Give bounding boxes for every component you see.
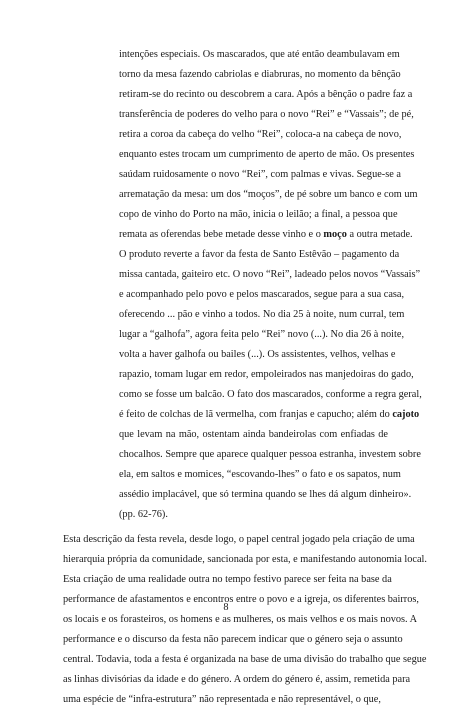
quote-line: é feito de colchas de lã vermelha, com franjas e capucho; além do cajoto bbox=[119, 409, 420, 420]
quote-line: copo de vinho do Porto na mão, inicia o leilão; a final, a pessoa que bbox=[119, 209, 398, 220]
body-line: performance e o discurso da festa não parecem indicar que o género seja o assunto bbox=[63, 634, 403, 645]
quote-line: retira a coroa da cabeça do velho “Rei”, coloca-a na cabeça de novo, bbox=[119, 129, 402, 140]
page-number: 8 bbox=[223, 602, 229, 613]
quote-line: remata as oferendas bebe metade desse vinho e o moço a outra metade. bbox=[119, 229, 413, 240]
body-line: performance de afastamentos e encontros entre o povo e a igreja, os diferentes bairros, bbox=[63, 594, 419, 605]
body-line: as linhas divisórias da idade e do género. A ordem do género é, assim, remetida para bbox=[63, 674, 411, 685]
quote-line: chocalhos. Sempre que aparece qualquer pessoa estranha, investem sobre bbox=[119, 449, 421, 460]
quote-line: O produto reverte a favor da festa de Santo Estêvão – pagamento da bbox=[119, 249, 400, 260]
quote-line: lugar a “galhofa”, agora feita pelo “Rei” novo (...). No dia 26 à noite, bbox=[119, 329, 405, 340]
quote-line: e acompanhado pelo povo e pelos mascarados, segue para a sua casa, bbox=[119, 289, 405, 300]
quote-line: arrematação da mesa: um dos “moços”, de pé sobre um banco e com um bbox=[119, 189, 418, 200]
quote-line: torno da mesa fazendo cabriolas e diabruras, no momento da bênção bbox=[119, 69, 401, 80]
quote-line: assédio implacável, que só termina quando se lhes dá algum dinheiro». bbox=[119, 489, 412, 500]
emphasis-cajoto: cajoto bbox=[392, 409, 420, 420]
quote-line: rapazio, tomam lugar em redor, empoleirados nas manjedoiras do gado, bbox=[119, 369, 414, 380]
emphasis-moco: moço bbox=[323, 229, 347, 240]
body-line: os locais e os forasteiros, os homens e as mulheres, os mais velhos e os mais novos. A bbox=[63, 614, 418, 625]
quote-line: volta a haver galhofa ou bailes (...). Os assistentes, velhos, velhas e bbox=[119, 349, 396, 360]
quote-line-citation: (pp. 62-76). bbox=[119, 509, 168, 520]
quote-line: intenções especiais. Os mascarados, que até então deambulavam em bbox=[119, 49, 400, 60]
body-line: Esta criação de uma realidade outra no tempo festivo parece ser feita na base da bbox=[63, 574, 392, 585]
quote-line: que levam na mão, ostentam ainda bandeirolas com enfiadas de bbox=[119, 429, 388, 440]
quote-line: saúdam ruidosamente o novo “Rei”, com palmas e vivas. Segue-se a bbox=[119, 169, 401, 180]
body-line: uma espécie de “infra-estrutura” não representada e não representável, o que, bbox=[63, 694, 381, 705]
body-line: hierarquia própria da comunidade, sancionada por esta, e manifestando autonomia local. bbox=[63, 554, 427, 565]
quote-line: transferência de poderes do velho para o novo “Rei” e “Vassais”; de pé, bbox=[119, 109, 414, 120]
quote-line: retiram-se do recinto ou descobrem a cara. Após a bênção o padre faz a bbox=[119, 89, 413, 100]
quote-line: enquanto estes trocam um cumprimento de aperto de mão. Os presentes bbox=[119, 149, 415, 160]
quote-line: missa cantada, gaiteiro etc. O novo “Rei”, ladeado pelos novos “Vassais” bbox=[119, 269, 421, 280]
quote-line: oferecendo ... pão e vinho a todos. No dia 25 à noite, num curral, tem bbox=[119, 309, 405, 320]
body-line: Esta descrição da festa revela, desde logo, o papel central jogado pela criação de uma bbox=[63, 534, 415, 545]
quote-line: como se fosse um balcão. O fato dos mascarados, conforme a regra geral, bbox=[119, 389, 422, 400]
quote-line: ela, em saltos e momices, “escovando-lhes” o fato e os sapatos, num bbox=[119, 469, 401, 480]
body-line: central. Todavia, toda a festa é organizada na base de uma divisão do trabalho que segue bbox=[63, 654, 427, 665]
